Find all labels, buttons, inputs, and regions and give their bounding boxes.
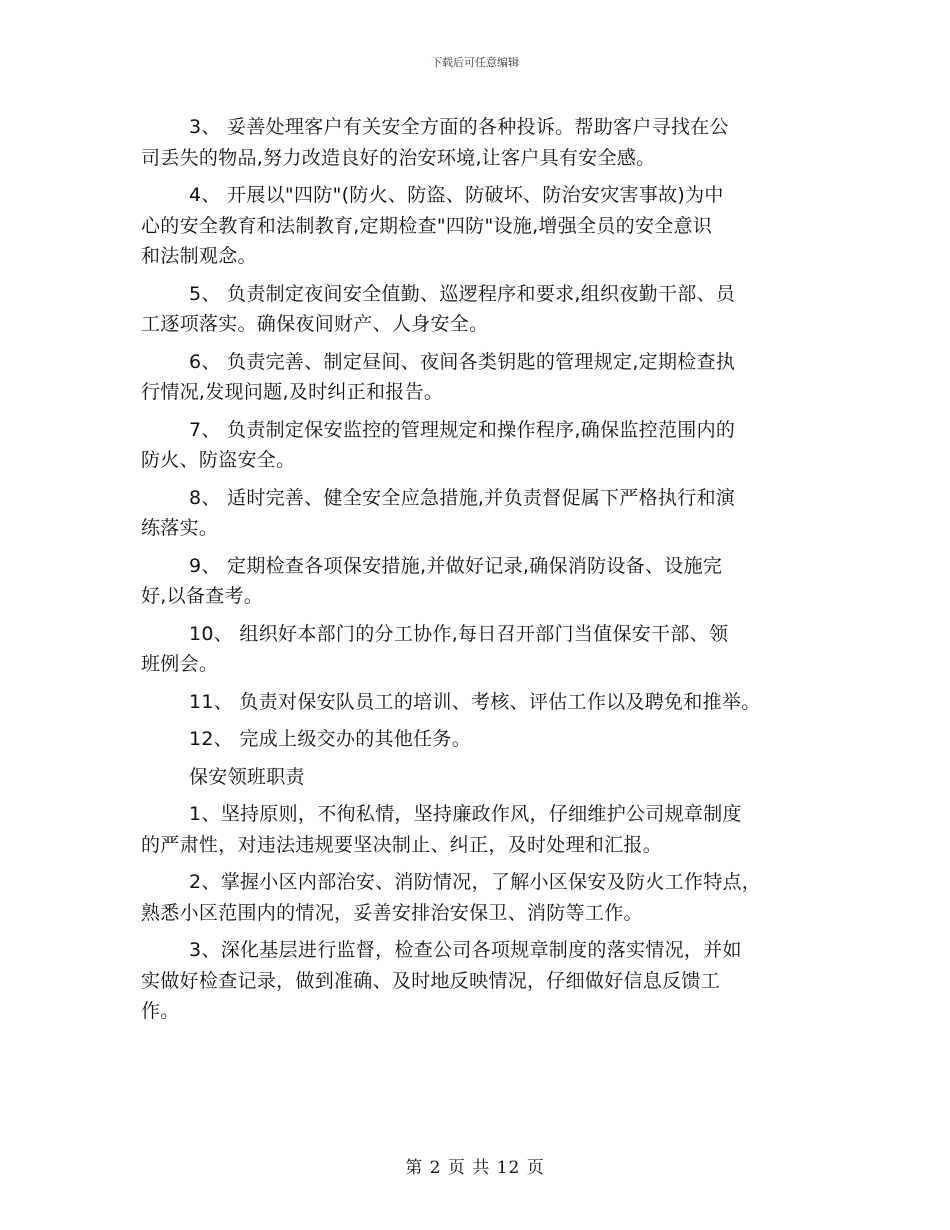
paragraph-line: 司丢失的物品,努力改造良好的治安环境,让客户具有安全感。 xyxy=(141,146,656,169)
paragraph-7 xyxy=(141,551,831,612)
paragraph-line: 3、深化基层进行监督，检查公司各项规章制度的落实情况，并如 xyxy=(189,939,742,961)
paragraph-line: 班例会。 xyxy=(141,653,219,675)
paragraph-13 xyxy=(141,867,831,928)
paragraph-line: 4、 开展以"四防"(防火、防盗、防破坏、防治安灾害事故)为中 xyxy=(189,184,724,206)
paragraph-line: 心的安全教育和法制教育,定期检查"四防"设施,增强全员的安全意识 xyxy=(141,214,713,237)
paragraph-1 xyxy=(141,112,831,173)
page-number-footer: 第 2 页 共 12 页 xyxy=(405,1158,545,1178)
paragraph-line: 7、 负责制定保安监控的管理规定和操作程序,确保监控范围内的 xyxy=(189,418,736,441)
paragraph-4 xyxy=(141,347,831,408)
paragraph-line: 好,以备查考。 xyxy=(141,585,264,607)
paragraph-6 xyxy=(141,483,831,544)
page-header: 下载后可任意编辑 xyxy=(431,56,519,69)
paragraph-9 xyxy=(141,687,831,718)
paragraph-8 xyxy=(141,619,831,680)
paragraph-5 xyxy=(141,415,831,476)
paragraph-line: 8、 适时完善、健全安全应急措施,并负责督促属下严格执行和演 xyxy=(189,486,736,509)
paragraph-line: 练落实。 xyxy=(141,517,219,539)
paragraph-line: 3、 妥善处理客户有关安全方面的各种投诉。帮助客户寻找在公 xyxy=(189,116,729,138)
paragraph-line: 和法制观念。 xyxy=(141,245,257,267)
paragraph-line: 行情况,发现问题,及时纠正和报告。 xyxy=(141,381,444,403)
paragraph-14 xyxy=(141,935,831,1027)
paragraph-line: 的严肃性，对违法违规要坚决制止、纠正，及时处理和汇报。 xyxy=(141,833,663,856)
paragraph-line: 实做好检查记录，做到准确、及时地反映情况，仔细做好信息反馈工 xyxy=(141,969,721,992)
document-body xyxy=(141,112,831,1034)
paragraph-12 xyxy=(141,799,831,860)
paragraph-line: 5、 负责制定夜间安全值勤、巡逻程序和要求,组织夜勤干部、员 xyxy=(189,282,736,305)
paragraph-line: 11、 负责对保安队员工的培训、考核、评估工作以及聘免和推举。 xyxy=(189,690,761,713)
section-heading xyxy=(141,762,831,793)
paragraph-line: 12、 完成上级交办的其他任务。 xyxy=(189,728,472,750)
paragraph-line: 6、 负责完善、制定昼间、夜间各类钥匙的管理规定,定期检查执 xyxy=(189,350,736,373)
paragraph-10 xyxy=(141,724,831,755)
paragraph-line: 作。 xyxy=(141,1000,180,1022)
paragraph-2 xyxy=(141,180,831,272)
paragraph-line: 防火、防盗安全。 xyxy=(141,449,296,471)
section-title: 保安领班职责 xyxy=(189,765,305,788)
paragraph-3 xyxy=(141,279,831,340)
paragraph-line: 2、掌握小区内部治安、消防情况，了解小区保安及防火工作特点， xyxy=(189,871,762,893)
paragraph-line: 1、坚持原则，不徇私情，坚持廉政作风，仔细维护公司规章制度 xyxy=(189,803,742,825)
paragraph-line: 熟悉小区范围内的情况，妥善安排治安保卫、消防等工作。 xyxy=(141,901,643,924)
paragraph-line: 9、 定期检查各项保安措施,并做好记录,确保消防设备、设施完 xyxy=(189,554,723,577)
paragraph-line: 10、 组织好本部门的分工协作,每日召开部门当值保安干部、领 xyxy=(189,622,729,645)
paragraph-line: 工逐项落实。确保夜间财产、人身安全。 xyxy=(141,313,489,335)
